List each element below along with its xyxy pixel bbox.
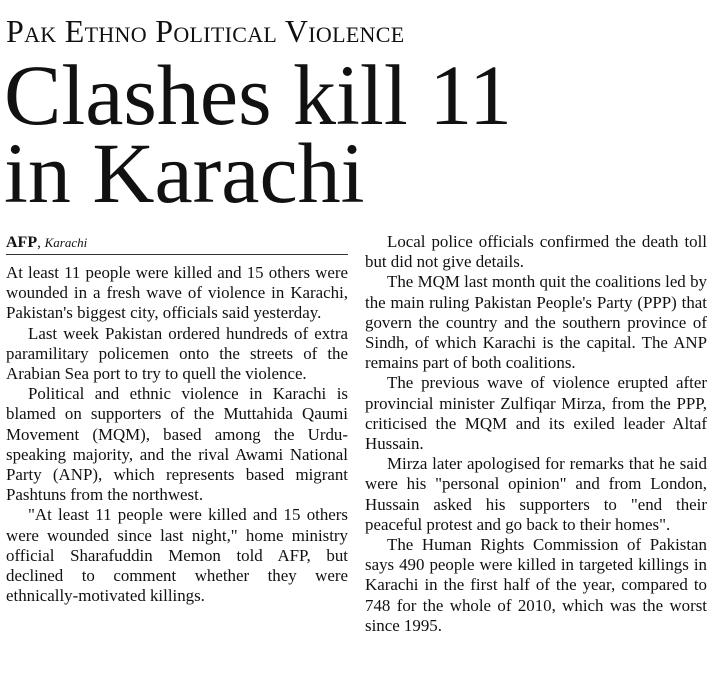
paragraph: Local police officials confirmed the death toll but did not give details.: [365, 232, 707, 272]
paragraph: Mirza later apologised for remarks that he said were his "personal opinion" and from London, Hussain asked his supporters to "end their peaceful protest and go back to their homes".: [365, 454, 707, 534]
paragraph: The Human Rights Commission of Pakistan says 490 people were killed in targeted killings in Karachi in the first half of the year, compared to 748 for the whole of 2010, which was the worst since 1995.: [365, 535, 707, 635]
byline-city: Karachi: [44, 235, 88, 250]
headline-line-1: Clashes kill 11: [4, 47, 513, 143]
paragraph: At least 11 people were killed and 15 others were wounded in a fresh wave of violence in Karachi, Pakistan's biggest city, officials said yesterday.: [6, 263, 348, 323]
article-kicker: Pak Ethno Political Violence: [6, 13, 405, 49]
byline: [6, 232, 348, 255]
headline-line-2: in Karachi: [4, 125, 365, 221]
paragraph: The MQM last month quit the coalitions led by the main ruling Pakistan People's Party (PPP) that govern the country and the southern province of Sindh, of which Karachi is the capital. The ANP remains part of both coalitions.: [365, 272, 707, 373]
byline-agency: AFP: [6, 234, 38, 251]
paragraph: The previous wave of violence erupted after provincial minister Zulfiqar Mirza, from the PPP, criticised the MQM and its exiled leader Altaf Hussain.: [365, 373, 707, 454]
paragraph: "At least 11 people were killed and 15 others were wounded since last night," home ministry official Sharafuddin Memon told AFP, but declined to comment whether they were ethnically-motivated killings.: [6, 505, 348, 606]
byline-separator: ,: [37, 235, 45, 251]
article-column-left: [6, 232, 348, 680]
paragraph: Last week Pakistan ordered hundreds of extra paramilitary policemen onto the streets of the Arabian Sea port to try to quell the violence.: [6, 323, 348, 384]
article-column-right: [365, 232, 707, 680]
article-headline: [4, 47, 710, 221]
paragraph: Political and ethnic violence in Karachi is blamed on supporters of the Muttahida Qaumi Movement (MQM), based among the Urdu-speaking majority, and the rival Awami National Party (ANP), which represents based migrant Pashtuns from the northwest.: [6, 384, 348, 505]
